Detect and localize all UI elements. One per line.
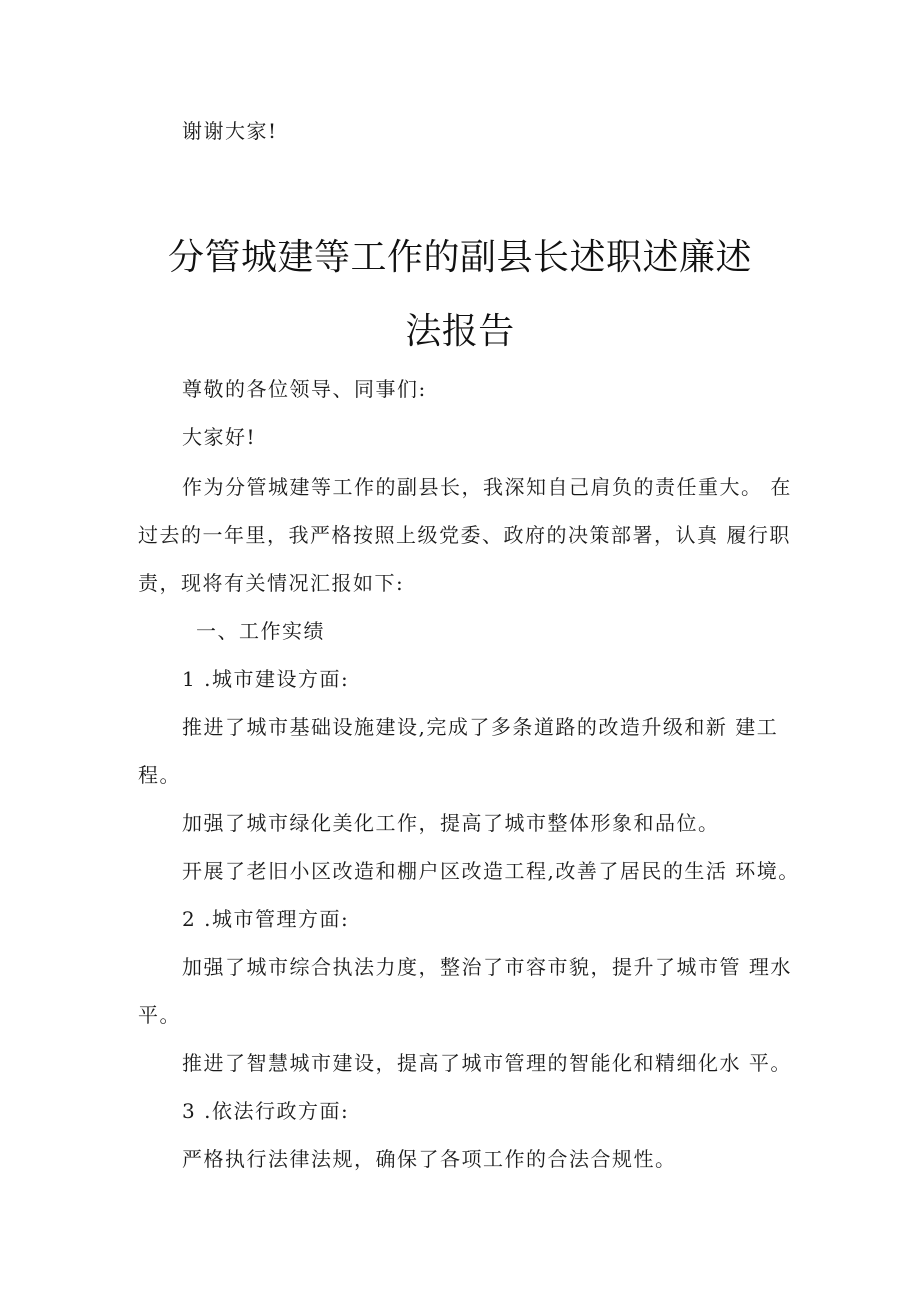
paragraph-5: 推进了智慧城市建设，提高了城市管理的智能化和精细化水 平。	[182, 1051, 792, 1075]
closing-line: 谢谢大家!	[182, 119, 278, 143]
subheading-urban-management: 2 .城市管理方面:	[182, 907, 350, 931]
paragraph-4-line-2: 平。	[138, 1003, 181, 1027]
paragraph-1-line-2: 程。	[138, 763, 181, 787]
greeting: 大家好!	[182, 425, 257, 449]
intro-line-1: 作为分管城建等工作的副县长，我深知自己肩负的责任重大。 在	[182, 475, 792, 499]
subheading-urban-construction: 1 .城市建设方面:	[182, 667, 350, 691]
paragraph-2: 加强了城市绿化美化工作，提高了城市整体形象和品位。	[182, 811, 720, 835]
section-heading-work-achievements: 一、工作实绩	[196, 619, 325, 643]
paragraph-4-line-1: 加强了城市综合执法力度，整治了市容市貌，提升了城市管 理水	[182, 955, 792, 979]
intro-line-3: 责，现将有关情况汇报如下:	[138, 571, 405, 595]
paragraph-1-line-1: 推进了城市基础设施建设,完成了多条道路的改造升级和新 建工	[182, 715, 779, 739]
document-title-line-2: 法报告	[405, 311, 515, 352]
paragraph-3: 开展了老旧小区改造和棚户区改造工程,改善了居民的生活 环境。	[182, 859, 800, 883]
intro-line-2: 过去的一年里，我严格按照上级党委、政府的决策部署，认真 履行职	[138, 523, 791, 547]
document-title-line-1: 分管城建等工作的副县长述职述廉述	[167, 237, 752, 278]
subheading-law-based-administration: 3 .依法行政方面:	[182, 1099, 350, 1123]
paragraph-6: 严格执行法律法规，确保了各项工作的合法合规性。	[182, 1147, 677, 1171]
salutation: 尊敬的各位领导、同事们:	[182, 377, 427, 401]
